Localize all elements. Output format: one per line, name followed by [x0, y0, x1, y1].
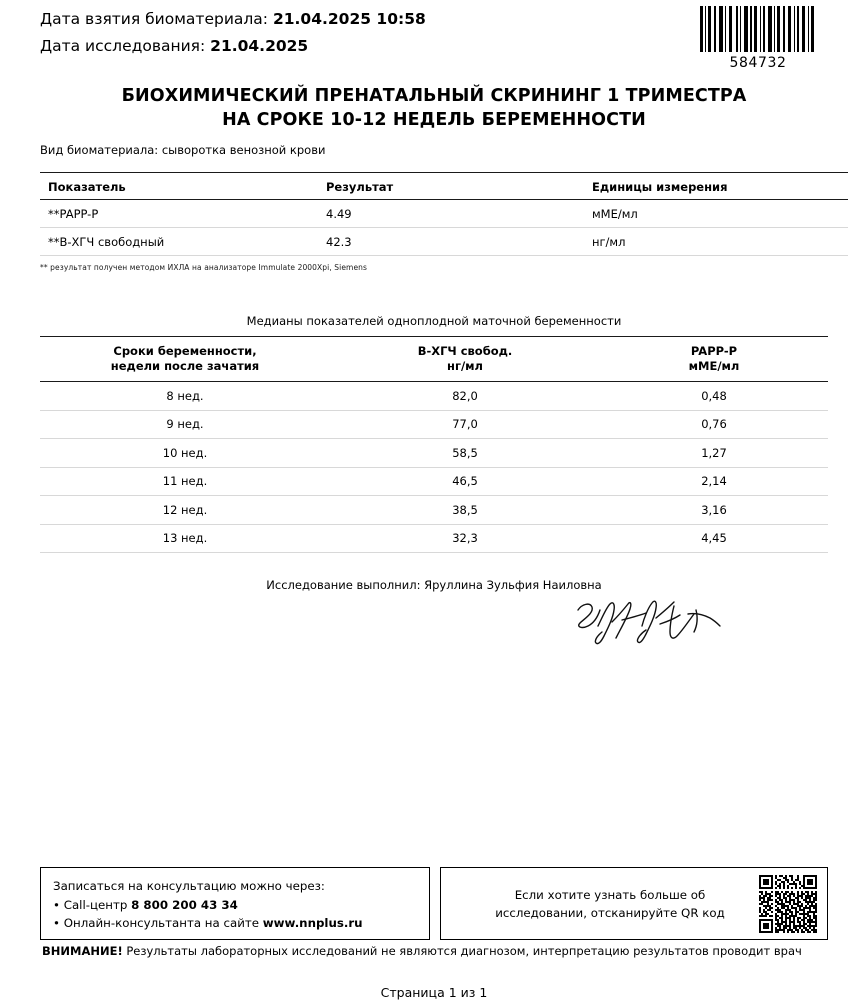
contact-phone-value: 8 800 200 43 34 [131, 897, 238, 912]
method-note: ** результат получен методом ИХЛА на анализаторе Immulate 2000Xpi, Siemens [40, 263, 368, 272]
attention-label: ВНИМАНИЕ! [42, 944, 123, 958]
handwritten-signature-icon [570, 592, 730, 650]
median-papp: 0,48 [600, 382, 828, 411]
median-hcg: 46,5 [330, 467, 600, 496]
median-week: 9 нед. [40, 410, 330, 439]
biomaterial-line: Вид биоматериала: сыворотка венозной крови [40, 143, 326, 157]
contact-phone-label: • Call-центр [53, 897, 128, 912]
research-date-value: 21.04.2025 [210, 37, 309, 55]
result-value: 42.3 [320, 228, 586, 256]
barcode-number: 584732 [729, 55, 787, 71]
table-row [40, 496, 828, 525]
contact-heading: Записаться на консультацию можно через: [53, 879, 325, 893]
qr-code-icon[interactable] [759, 875, 817, 933]
median-week: 13 нед. [40, 524, 330, 553]
median-hcg: 82,0 [330, 382, 600, 411]
medians-col-papp-line1: PAPP-P [690, 344, 738, 358]
contact-site-line [53, 914, 429, 933]
results-table [40, 172, 848, 256]
qr-instruction [495, 886, 773, 922]
qr-box [440, 867, 828, 940]
results-col-indicator: Показатель [40, 173, 320, 200]
result-indicator: **PAPP-P [40, 200, 320, 228]
median-hcg: 58,5 [330, 439, 600, 468]
table-row [40, 200, 848, 228]
header-dates [40, 6, 640, 60]
qr-instruction-line1: Если хотите узнать больше об [514, 887, 706, 902]
medians-col-weeks [40, 337, 330, 382]
median-papp: 1,27 [600, 439, 828, 468]
qr-instruction-line2: исследовании, отсканируйте QR код [495, 905, 725, 920]
page-title-line1: БИОХИМИЧЕСКИЙ ПРЕНАТАЛЬНЫЙ СКРИНИНГ 1 ТРИМЕСТРА [121, 86, 747, 106]
median-week: 11 нед. [40, 467, 330, 496]
collection-date-value: 21.04.2025 10:58 [272, 10, 426, 28]
collection-date-label: Дата взятия биоматериала: [40, 10, 269, 28]
median-week: 12 нед. [40, 496, 330, 525]
research-date-label: Дата исследования: [40, 37, 206, 55]
page-number: Страница 1 из 1 [380, 985, 488, 1000]
medians-table-header-row [40, 337, 828, 382]
median-papp: 0,76 [600, 410, 828, 439]
collection-date-line [40, 6, 640, 33]
median-papp: 2,14 [600, 467, 828, 496]
attention-text: Результаты лабораторных исследований не являются диагнозом, интерпретацию результатов проводит врач [126, 944, 802, 958]
table-row [40, 382, 828, 411]
medians-col-papp [600, 337, 828, 382]
results-col-units: Единицы измерения [586, 173, 848, 200]
medians-col-weeks-line1: Сроки беременности, [113, 344, 257, 358]
medians-col-weeks-line2: недели после зачатия [110, 359, 260, 373]
barcode-icon [700, 6, 816, 52]
medians-col-hcg [330, 337, 600, 382]
result-indicator: **B-ХГЧ свободный [40, 228, 320, 256]
research-date-line [40, 33, 640, 60]
barcode-block [683, 6, 833, 71]
median-week: 10 нед. [40, 439, 330, 468]
median-papp: 3,16 [600, 496, 828, 525]
result-units: мМЕ/мл [586, 200, 848, 228]
median-hcg: 38,5 [330, 496, 600, 525]
median-week: 8 нед. [40, 382, 330, 411]
median-hcg: 32,3 [330, 524, 600, 553]
result-units: нг/мл [586, 228, 848, 256]
medians-col-hcg-line1: B-ХГЧ свобод. [417, 344, 513, 358]
medians-col-hcg-line2: нг/мл [447, 359, 483, 373]
performer-line: Исследование выполнил: Яруллина Зульфия Наиловна [266, 578, 602, 592]
medians-caption: Медианы показателей одноплодной маточной беременности [246, 314, 622, 328]
median-hcg: 77,0 [330, 410, 600, 439]
footer-boxes [40, 867, 828, 940]
contact-site-label: • Онлайн-консультанта на сайте [53, 916, 259, 930]
median-papp: 4,45 [600, 524, 828, 553]
results-table-header-row [40, 173, 848, 200]
table-row [40, 467, 828, 496]
contact-phone-line [53, 896, 429, 915]
medians-col-papp-line2: мМЕ/мл [688, 359, 740, 373]
result-value: 4.49 [320, 200, 586, 228]
results-col-result: Результат [320, 173, 586, 200]
table-row [40, 410, 828, 439]
page-title [0, 84, 868, 132]
contact-site-value[interactable]: www.nnplus.ru [262, 916, 363, 930]
table-row [40, 524, 828, 553]
table-row [40, 439, 828, 468]
contact-box [40, 867, 430, 940]
attention-line [42, 944, 802, 958]
medians-table [40, 336, 828, 553]
table-row [40, 228, 848, 256]
page-title-line2: НА СРОКЕ 10-12 НЕДЕЛЬ БЕРЕМЕННОСТИ [222, 110, 646, 130]
